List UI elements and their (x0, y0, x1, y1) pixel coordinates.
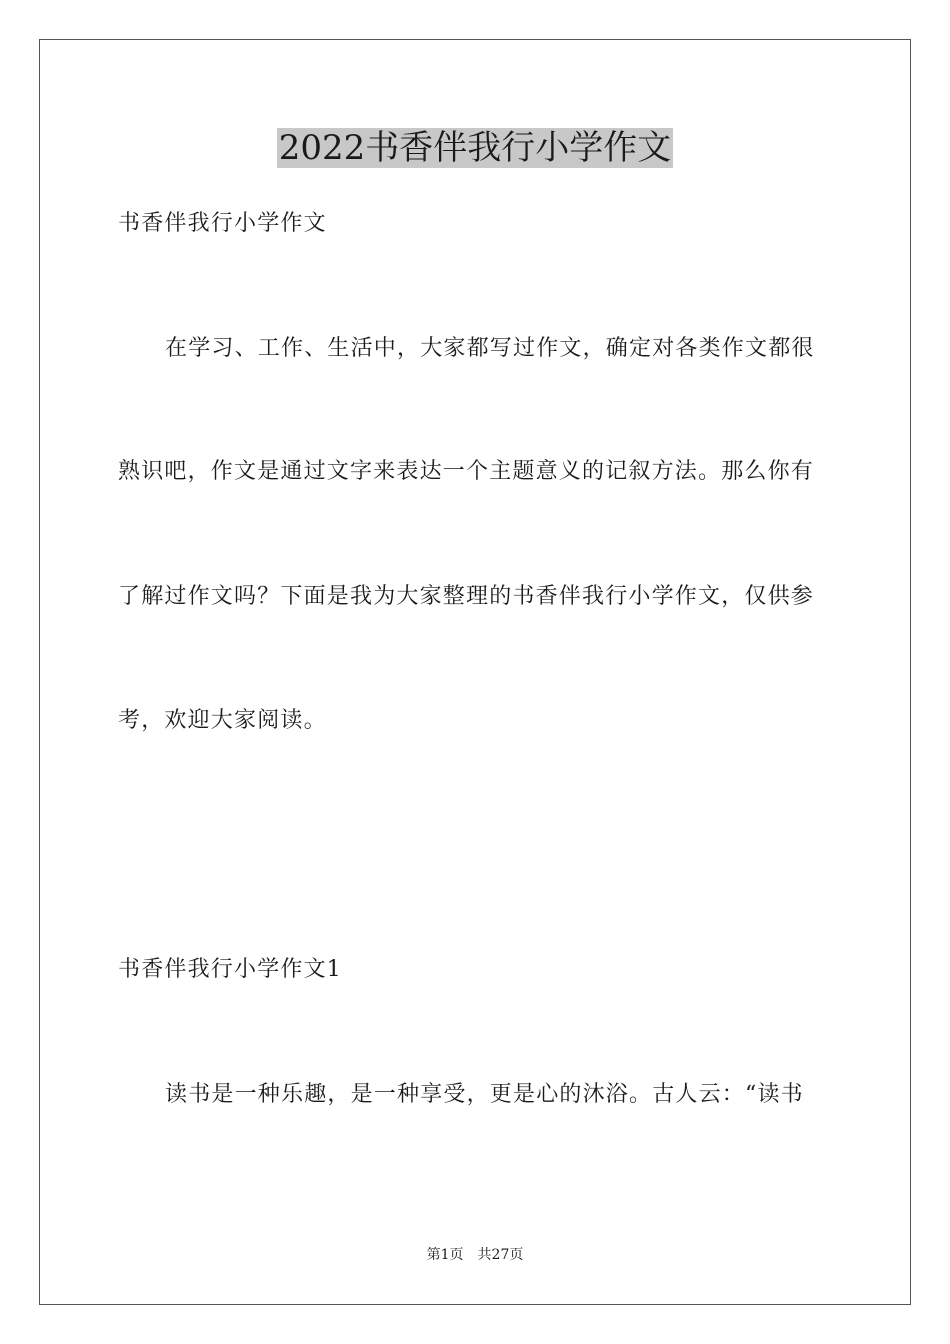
paragraph-line: 在学习、工作、生活中，大家都写过作文，确定对各类作文都很 (165, 336, 815, 361)
paragraph-line: 熟识吧，作文是通过文字来表达一个主题意义的记叙方法。那么你有 (118, 459, 815, 484)
page-total: 共27页 (477, 1247, 524, 1263)
document-title-text: 2022书香伴我行小学作文 (278, 128, 672, 168)
paragraph-line: 读书是一种乐趣，是一种享受，更是心的沐浴。古人云：“读书 (165, 1082, 804, 1107)
paragraph-line: 了解过作文吗？下面是我为大家整理的书香伴我行小学作文，仅供参 (118, 584, 815, 609)
section-heading: 书香伴我行小学作文1 (118, 957, 342, 982)
page-footer (0, 1245, 950, 1265)
document-title (0, 124, 950, 172)
paragraph-line: 考，欢迎大家阅读。 (118, 708, 327, 733)
page-number: 第1页 (426, 1247, 464, 1263)
document-subtitle: 书香伴我行小学作文 (118, 211, 327, 236)
